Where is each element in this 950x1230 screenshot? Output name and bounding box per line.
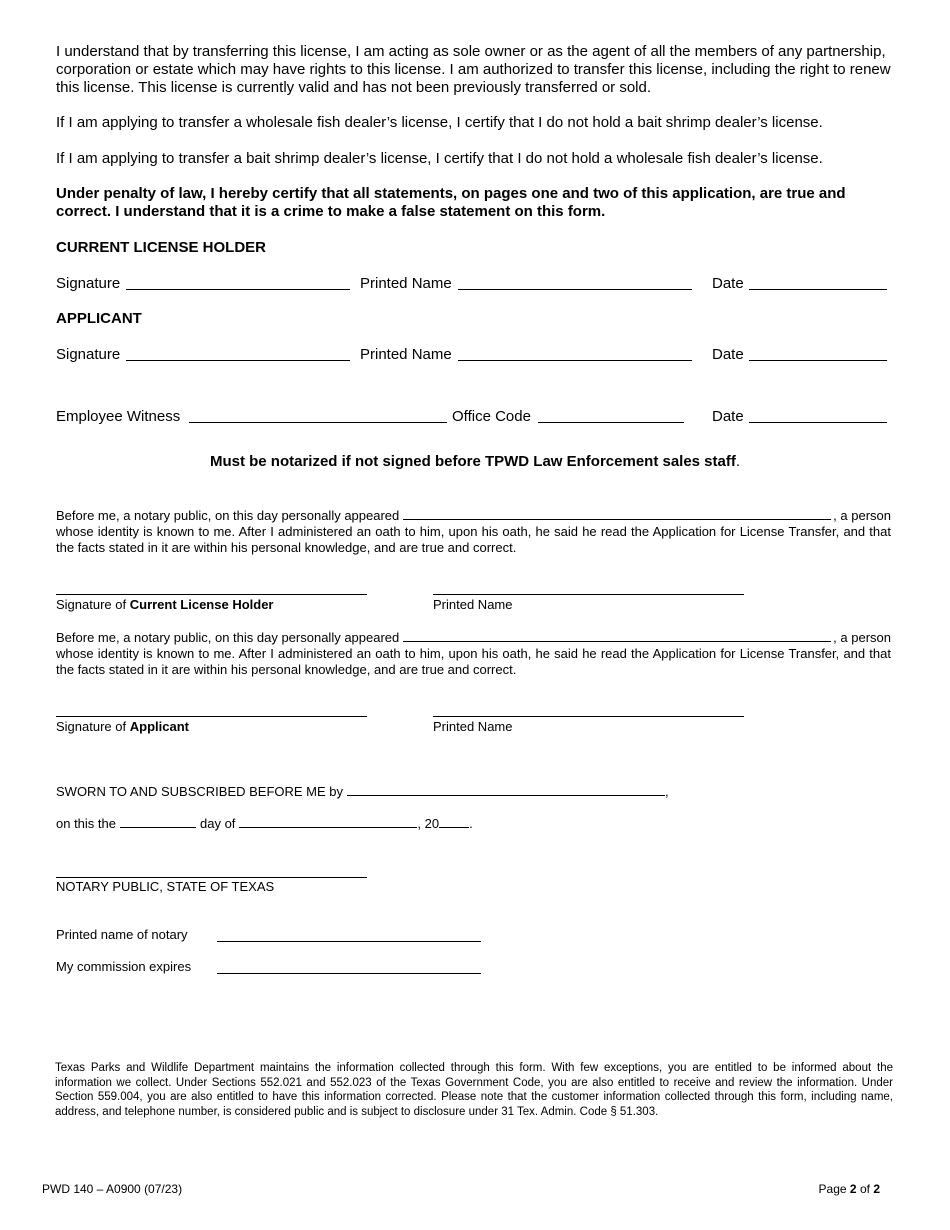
applicant-signature-row [56,346,888,366]
wholesale-certification: If I am applying to transfer a wholesale fish dealer’s license, I certify that I do not hold a bait shrimp dealer’s license. [56,114,823,131]
current-holder-signature-row [56,275,888,295]
month-field[interactable] [239,815,417,828]
privacy-notice: Texas Parks and Wildlife Department maintains the information collected through this form. With few exceptions, you are entitled to be informed about the information we collect. Under Sections 552.021 and 552.023 of the Texas Government Code, you are also entitled to receive and review the information. Under Section 559.004, you are also entitled to have this information corrected. Please note that the customer information collected through this form, including name, address, and telephone number, is considered public and is subject to disclosure under 31 Tex. Admin. Code § 51.303. [55,1062,893,1118]
form-number: PWD 140 – A0900 (07/23) [42,1182,183,1196]
current-holder-heading: CURRENT LICENSE HOLDER [56,239,267,256]
holder-signature-line[interactable] [56,594,367,595]
printed-name-label: Printed Name [360,275,452,292]
holder-printed-name-line[interactable] [433,594,744,595]
signature-label: Signature [56,346,121,363]
oath-text: whose identity is known to me. After I administered an oath to him, upon his oath, he said he read the Application for License Transfer, and that the facts stated in it are within his personal knowledge, and are true and correct. [56,524,891,555]
penalty-certification: Under penalty of law, I hereby certify that all statements, on pages one and two of this application, are true and correct. I understand that it is a crime to make a false statement on this form. [56,185,846,220]
sworn-row: SWORN TO AND SUBSCRIBED BEFORE ME by , [56,784,669,799]
notarization-notice: Must be notarized if not signed before TPWD Law Enforcement sales staff. [209,453,741,470]
transfer-statement: I understand that by transferring this license, I am acting as sole owner or as the agent of all the members of any partnership, corporation or estate which may have rights to this license. I am authorized to transfer this license, including the right to renew this license. This license is currently valid and has not been previously transferred or sold. [56,43,891,96]
page-indicator: Page 2 of 2 [818,1182,880,1196]
printed-name-notary-field[interactable] [217,941,481,942]
notary-title: NOTARY PUBLIC, STATE OF TEXAS [56,879,275,894]
notary-signature-line[interactable] [56,877,367,878]
holder-printed-name-caption: Printed Name [433,597,513,612]
printed-name-label: Printed Name [360,346,452,363]
commission-expires-field[interactable] [217,973,481,974]
applicant-signature-caption: Signature of Applicant [56,719,189,734]
year-field[interactable] [439,815,469,828]
holder-signature-caption: Signature of Current License Holder [56,597,274,612]
oath-text: whose identity is known to me. After I administered an oath to him, upon his oath, he said he read the Application for License Transfer, and that the facts stated in it are within his personal knowledge, and are true and correct. [56,646,891,677]
commission-expires-label: My commission expires [56,959,192,974]
day-field[interactable] [120,815,196,828]
employee-witness-label: Employee Witness [56,408,181,425]
applicant-printed-name-caption: Printed Name [433,719,513,734]
bait-shrimp-certification: If I am applying to transfer a bait shrimp dealer’s license, I certify that I do not hold a wholesale fish dealer’s license. [56,150,823,167]
holder-appeared-name-field[interactable] [403,507,831,520]
notary-appearance-applicant: Before me, a notary public, on this day personally appeared , a person whose identity is known to me. After I administered an oath to him, upon his oath, he said he read the Application for License Transfer, and that the facts stated in it are within his personal knowledge, and are true and correct. [56,630,891,677]
current-holder-signature-field[interactable] [126,275,350,290]
day-of-label: day of [200,816,236,831]
witness-row [56,408,888,428]
date-label: Date [712,346,744,363]
sworn-label: SWORN TO AND SUBSCRIBED BEFORE ME by [56,784,344,799]
sworn-by-field[interactable] [347,783,665,796]
applicant-heading: APPLICANT [56,310,142,327]
signature-label: Signature [56,275,121,292]
printed-name-notary-label: Printed name of notary [56,927,188,942]
applicant-signature-line[interactable] [56,716,367,717]
applicant-appeared-name-field[interactable] [403,629,831,642]
date-label: Date [712,408,744,425]
on-this-the-label: on this the [56,816,116,831]
office-code-label: Office Code [452,408,531,425]
applicant-printed-name-line[interactable] [433,716,744,717]
date-label: Date [712,275,744,292]
notary-appearance-holder: Before me, a notary public, on this day personally appeared , a person whose identity is known to me. After I administered an oath to him, upon his oath, he said he read the Application for License Transfer, and that the facts stated in it are within his personal knowledge, and are true and correct. [56,508,891,555]
date-row: on this the day of , 20 . [56,816,473,831]
